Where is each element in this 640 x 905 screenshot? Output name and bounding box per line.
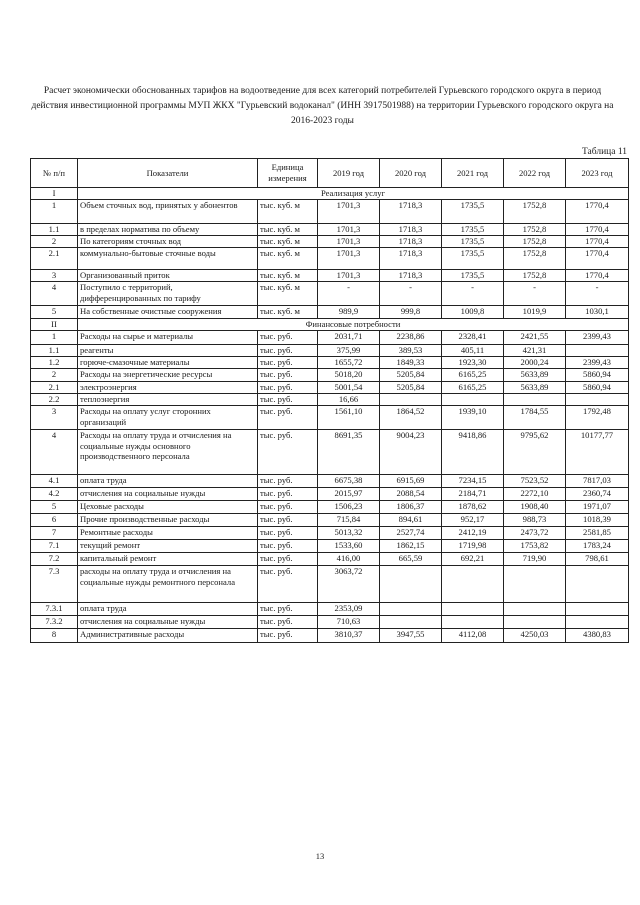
row-num: 7	[31, 527, 78, 540]
row-num: 1.1	[31, 224, 78, 236]
row-num: 2.1	[31, 382, 78, 394]
row-value: 10177,77	[566, 430, 629, 475]
row-value: 7234,15	[442, 475, 504, 488]
row-unit: тыс. куб. м	[258, 306, 318, 319]
row-value: 421,31	[504, 345, 566, 357]
row-unit: тыс. руб.	[258, 514, 318, 527]
row-indicator: отчисления на социальные нужды	[78, 488, 258, 501]
row-value: 952,17	[442, 514, 504, 527]
row-num: 1.1	[31, 345, 78, 357]
row-value: 5860,94	[566, 369, 629, 382]
row-value: 1506,23	[318, 501, 380, 514]
row-value: 2399,43	[566, 331, 629, 345]
row-value: 2473,72	[504, 527, 566, 540]
row-unit: тыс. руб.	[258, 430, 318, 475]
header-2020: 2020 год	[380, 159, 442, 188]
row-value: 1923,30	[442, 357, 504, 369]
row-num: 3	[31, 406, 78, 430]
table-row	[31, 270, 629, 282]
row-num: 2	[31, 369, 78, 382]
row-unit: тыс. куб. м	[258, 236, 318, 248]
row-unit: тыс. руб.	[258, 357, 318, 369]
row-value: 1753,82	[504, 540, 566, 553]
row-value: 5205,84	[380, 369, 442, 382]
row-value	[442, 566, 504, 603]
row-value: 1735,5	[442, 236, 504, 248]
row-value: 5860,94	[566, 382, 629, 394]
row-indicator: электроэнергия	[78, 382, 258, 394]
table-label: Таблица 11	[581, 147, 627, 157]
row-value: 1784,55	[504, 406, 566, 430]
section-row-sales	[31, 188, 629, 200]
table-header-row	[31, 159, 629, 188]
row-num: 5	[31, 306, 78, 319]
row-indicator: Объем сточных вод, принятых у абонентов	[78, 200, 258, 224]
row-value: -	[442, 282, 504, 306]
row-value: 665,59	[380, 553, 442, 566]
row-value: 2421,55	[504, 331, 566, 345]
row-num: 3	[31, 270, 78, 282]
row-value: 3063,72	[318, 566, 380, 603]
row-value: 1783,24	[566, 540, 629, 553]
row-indicator: Расходы на сырье и материалы	[78, 331, 258, 345]
row-value: -	[318, 282, 380, 306]
row-value: 988,73	[504, 514, 566, 527]
row-value: 1718,3	[380, 248, 442, 270]
row-indicator: расходы на оплату труда и отчисления на социальные нужды ремонтного персонала	[78, 566, 258, 603]
row-value: 2088,54	[380, 488, 442, 501]
row-value: 1806,37	[380, 501, 442, 514]
row-value: 1018,39	[566, 514, 629, 527]
row-value: 719,90	[504, 553, 566, 566]
row-value: 2399,43	[566, 357, 629, 369]
table-row	[31, 236, 629, 248]
table-row	[31, 514, 629, 527]
row-value: 1718,3	[380, 200, 442, 224]
row-value: 416,00	[318, 553, 380, 566]
row-unit: тыс. руб.	[258, 553, 318, 566]
row-value: 4250,03	[504, 629, 566, 643]
table-row	[31, 282, 629, 306]
row-indicator: Поступило с территорий, дифференцированных по тарифу	[78, 282, 258, 306]
row-value: 894,61	[380, 514, 442, 527]
row-value: 405,11	[442, 345, 504, 357]
row-value: 710,63	[318, 616, 380, 629]
row-value: 1718,3	[380, 236, 442, 248]
row-value: 989,9	[318, 306, 380, 319]
row-num: 5	[31, 501, 78, 514]
row-indicator: По категориям сточных вод	[78, 236, 258, 248]
row-value: 9004,23	[380, 430, 442, 475]
row-value: 2015,97	[318, 488, 380, 501]
row-value: 1701,3	[318, 248, 380, 270]
row-unit: тыс. руб.	[258, 406, 318, 430]
row-indicator: коммунально-бытовые сточные воды	[78, 248, 258, 270]
row-value	[380, 603, 442, 616]
row-value: 2031,71	[318, 331, 380, 345]
row-value: 1009,8	[442, 306, 504, 319]
row-value: 5001,54	[318, 382, 380, 394]
row-num: 4.2	[31, 488, 78, 501]
table-row	[31, 430, 629, 475]
row-value	[380, 616, 442, 629]
row-value	[504, 616, 566, 629]
row-value	[566, 394, 629, 406]
row-unit: тыс. руб.	[258, 501, 318, 514]
row-value: 375,99	[318, 345, 380, 357]
row-value: 6165,25	[442, 369, 504, 382]
row-unit: тыс. руб.	[258, 629, 318, 643]
row-value: 2581,85	[566, 527, 629, 540]
table-row	[31, 200, 629, 224]
row-unit: тыс. куб. м	[258, 200, 318, 224]
row-indicator: Ремонтные расходы	[78, 527, 258, 540]
row-indicator: в пределах норматива по объему	[78, 224, 258, 236]
row-value: 1718,3	[380, 224, 442, 236]
table-row	[31, 488, 629, 501]
table-row	[31, 306, 629, 319]
row-num: 4	[31, 430, 78, 475]
row-value	[566, 566, 629, 603]
row-unit: тыс. руб.	[258, 345, 318, 357]
row-value	[566, 616, 629, 629]
row-indicator: капитальный ремонт	[78, 553, 258, 566]
row-indicator: реагенты	[78, 345, 258, 357]
row-value: 1908,40	[504, 501, 566, 514]
row-value: 1752,8	[504, 200, 566, 224]
row-indicator: Расходы на энергетические ресурсы	[78, 369, 258, 382]
row-value: 1862,15	[380, 540, 442, 553]
row-indicator: отчисления на социальные нужды	[78, 616, 258, 629]
row-value: 9795,62	[504, 430, 566, 475]
table-row	[31, 603, 629, 616]
row-num: 2.2	[31, 394, 78, 406]
table-row	[31, 357, 629, 369]
section-title: Финансовые потребности	[78, 319, 629, 331]
row-value: 1864,52	[380, 406, 442, 430]
row-unit: тыс. руб.	[258, 527, 318, 540]
row-value: 1770,4	[566, 270, 629, 282]
row-value: 1719,98	[442, 540, 504, 553]
row-unit: тыс. руб.	[258, 394, 318, 406]
row-unit: тыс. руб.	[258, 616, 318, 629]
row-unit: тыс. руб.	[258, 566, 318, 603]
row-indicator: Организованный приток	[78, 270, 258, 282]
row-value: -	[380, 282, 442, 306]
row-value: 2412,19	[442, 527, 504, 540]
header-2021: 2021 год	[442, 159, 504, 188]
table-row	[31, 394, 629, 406]
row-value: 5633,89	[504, 382, 566, 394]
header-indicator: Показатели	[78, 159, 258, 188]
row-value: 6915,69	[380, 475, 442, 488]
row-value: 4112,08	[442, 629, 504, 643]
row-num: 1	[31, 331, 78, 345]
table-row	[31, 382, 629, 394]
row-num: 1	[31, 200, 78, 224]
row-value: 1735,5	[442, 270, 504, 282]
row-indicator: теплоэнергия	[78, 394, 258, 406]
row-indicator: На собственные очистные сооружения	[78, 306, 258, 319]
row-indicator: Расходы на оплату услуг сторонних организаций	[78, 406, 258, 430]
row-value	[504, 603, 566, 616]
row-unit: тыс. куб. м	[258, 224, 318, 236]
row-indicator: Административные расходы	[78, 629, 258, 643]
row-num: 4	[31, 282, 78, 306]
section-num: II	[31, 319, 78, 331]
row-value: 1770,4	[566, 236, 629, 248]
table-row	[31, 566, 629, 603]
row-value: 1030,1	[566, 306, 629, 319]
table-row	[31, 345, 629, 357]
row-num: 2	[31, 236, 78, 248]
row-num: 6	[31, 514, 78, 527]
row-unit: тыс. руб.	[258, 540, 318, 553]
table-row	[31, 248, 629, 270]
row-indicator: Расходы на оплату труда и отчисления на социальные нужды основного производственного персонала	[78, 430, 258, 475]
row-value: 1792,48	[566, 406, 629, 430]
row-value	[442, 616, 504, 629]
row-indicator: Прочие производственные расходы	[78, 514, 258, 527]
table-row	[31, 629, 629, 643]
table-row	[31, 331, 629, 345]
row-value: 1718,3	[380, 270, 442, 282]
row-value: 1770,4	[566, 200, 629, 224]
row-value: 9418,86	[442, 430, 504, 475]
row-value: 1701,3	[318, 200, 380, 224]
row-value: 715,84	[318, 514, 380, 527]
row-value: 1878,62	[442, 501, 504, 514]
row-value: 692,21	[442, 553, 504, 566]
row-value: 1752,8	[504, 248, 566, 270]
section-num: I	[31, 188, 78, 200]
row-value: 2000,24	[504, 357, 566, 369]
row-value: 1939,10	[442, 406, 504, 430]
row-indicator: Цеховые расходы	[78, 501, 258, 514]
row-value: 2360,74	[566, 488, 629, 501]
row-value	[380, 566, 442, 603]
row-value: 6165,25	[442, 382, 504, 394]
row-value: 1735,5	[442, 248, 504, 270]
section-title: Реализация услуг	[78, 188, 629, 200]
row-value	[566, 345, 629, 357]
header-num: № п/п	[31, 159, 78, 188]
row-value: 1533,60	[318, 540, 380, 553]
row-num: 2.1	[31, 248, 78, 270]
row-unit: тыс. куб. м	[258, 270, 318, 282]
row-unit: тыс. руб.	[258, 382, 318, 394]
row-unit: тыс. руб.	[258, 369, 318, 382]
row-value	[504, 566, 566, 603]
row-num: 1.2	[31, 357, 78, 369]
row-unit: тыс. руб.	[258, 331, 318, 345]
row-value: 3947,55	[380, 629, 442, 643]
row-value: 16,66	[318, 394, 380, 406]
row-value: 1752,8	[504, 270, 566, 282]
row-value: 1752,8	[504, 236, 566, 248]
table-row	[31, 553, 629, 566]
row-unit: тыс. руб.	[258, 475, 318, 488]
row-num: 4.1	[31, 475, 78, 488]
row-indicator: оплата труда	[78, 603, 258, 616]
row-value: 1735,5	[442, 224, 504, 236]
row-unit: тыс. руб.	[258, 603, 318, 616]
table-row	[31, 475, 629, 488]
row-value: 1701,3	[318, 236, 380, 248]
row-value: 5205,84	[380, 382, 442, 394]
row-value: 2272,10	[504, 488, 566, 501]
row-indicator: горюче-смазочные материалы	[78, 357, 258, 369]
table-row	[31, 540, 629, 553]
header-2023: 2023 год	[566, 159, 629, 188]
header-2022: 2022 год	[504, 159, 566, 188]
row-value: 2238,86	[380, 331, 442, 345]
row-value: 1971,07	[566, 501, 629, 514]
section-row-finance	[31, 319, 629, 331]
row-unit: тыс. куб. м	[258, 282, 318, 306]
row-value: 1561,10	[318, 406, 380, 430]
table-row	[31, 616, 629, 629]
row-value: 1019,9	[504, 306, 566, 319]
row-value: 4380,83	[566, 629, 629, 643]
row-value: 389,53	[380, 345, 442, 357]
row-value	[380, 394, 442, 406]
row-value: 1655,72	[318, 357, 380, 369]
row-value: 2328,41	[442, 331, 504, 345]
row-value	[442, 603, 504, 616]
header-2019: 2019 год	[318, 159, 380, 188]
row-value: 8691,35	[318, 430, 380, 475]
tariff-table	[30, 158, 629, 643]
page-number: 13	[315, 851, 325, 861]
row-value: 2184,71	[442, 488, 504, 501]
row-value: 7817,03	[566, 475, 629, 488]
document-title: Расчет экономически обоснованных тарифов на водоотведение для всех категорий потребителей Гурьевского городского округа в период действия инвестиционной программы МУП ЖКХ "Гурьевский водоканал" (ИНН 3917501988) на территории Гурьевского городского округа на 2016-2023 годы	[31, 86, 614, 126]
row-value: 2353,09	[318, 603, 380, 616]
row-value: 2527,74	[380, 527, 442, 540]
row-value: 5013,32	[318, 527, 380, 540]
row-num: 7.3.2	[31, 616, 78, 629]
row-indicator: оплата труда	[78, 475, 258, 488]
row-value: 798,61	[566, 553, 629, 566]
row-value: 6675,38	[318, 475, 380, 488]
row-value: 1701,3	[318, 270, 380, 282]
row-value: 1770,4	[566, 224, 629, 236]
row-value: 999,8	[380, 306, 442, 319]
row-indicator: текущий ремонт	[78, 540, 258, 553]
row-unit: тыс. куб. м	[258, 248, 318, 270]
table-row	[31, 527, 629, 540]
row-num: 8	[31, 629, 78, 643]
row-value: 7523,52	[504, 475, 566, 488]
row-value: 1701,3	[318, 224, 380, 236]
row-value	[442, 394, 504, 406]
row-value	[504, 394, 566, 406]
table-row	[31, 369, 629, 382]
header-unit: Единица измерения	[258, 159, 318, 188]
table-row	[31, 224, 629, 236]
row-value: 5018,20	[318, 369, 380, 382]
row-num: 7.2	[31, 553, 78, 566]
row-num: 7.1	[31, 540, 78, 553]
row-num: 7.3	[31, 566, 78, 603]
row-value: 5633,89	[504, 369, 566, 382]
row-value: 1735,5	[442, 200, 504, 224]
row-value: 1770,4	[566, 248, 629, 270]
row-value: 3810,37	[318, 629, 380, 643]
table-row	[31, 406, 629, 430]
row-value	[566, 603, 629, 616]
row-value: 1752,8	[504, 224, 566, 236]
row-value: -	[504, 282, 566, 306]
table-row	[31, 501, 629, 514]
row-unit: тыс. руб.	[258, 488, 318, 501]
row-value: -	[566, 282, 629, 306]
row-num: 7.3.1	[31, 603, 78, 616]
row-value: 1849,33	[380, 357, 442, 369]
